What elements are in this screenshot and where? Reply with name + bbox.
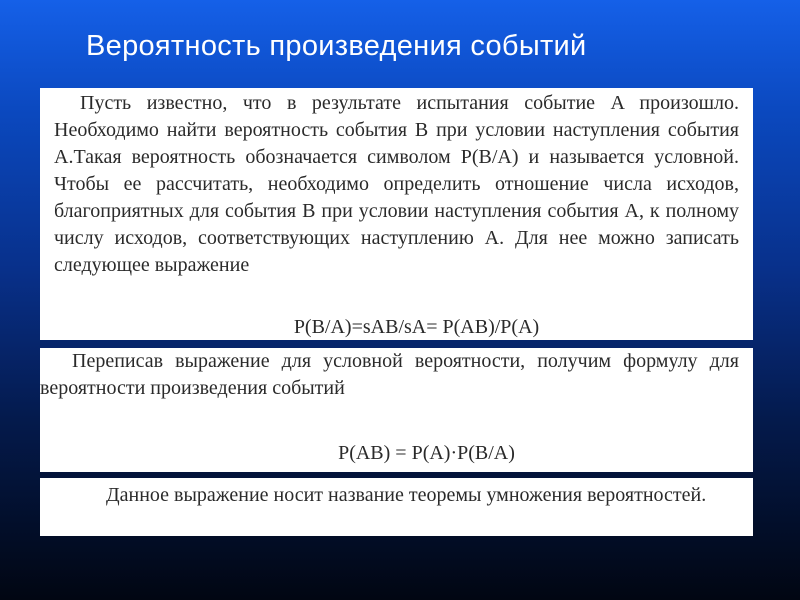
product-probability-formula: P(AB) = P(A)·P(B/A) [338,442,515,464]
theorem-text-box [40,478,753,536]
conditional-probability-definition: Пусть известно, что в результате испытания событие A произошло. Необходимо найти вероятность события B при условии наступления события A.Такая вероятность обозначается символом P(B/A) и называется условной. Чтобы ее рассчитать, необходимо определить отношение числа исходов, благоприятных для события B при условии наступления события A, к полному числу исходов, соответствующих наступлению A. Для нее можно записать следующее выражение [54,92,739,276]
derivation-text-box [40,348,753,472]
conditional-probability-formula: P(B/A)=sAB/sA= P(AB)/P(A) [293,316,540,338]
definition-text-box [40,88,753,340]
theorem-name-text: Данное выражение носит название теоремы умножения вероятностей. [106,484,707,506]
slide-title: Вероятность произведения событий [86,30,587,62]
derivation-text: Переписав выражение для условной вероятности, получим формулу для вероятности произведения событий [40,350,739,399]
